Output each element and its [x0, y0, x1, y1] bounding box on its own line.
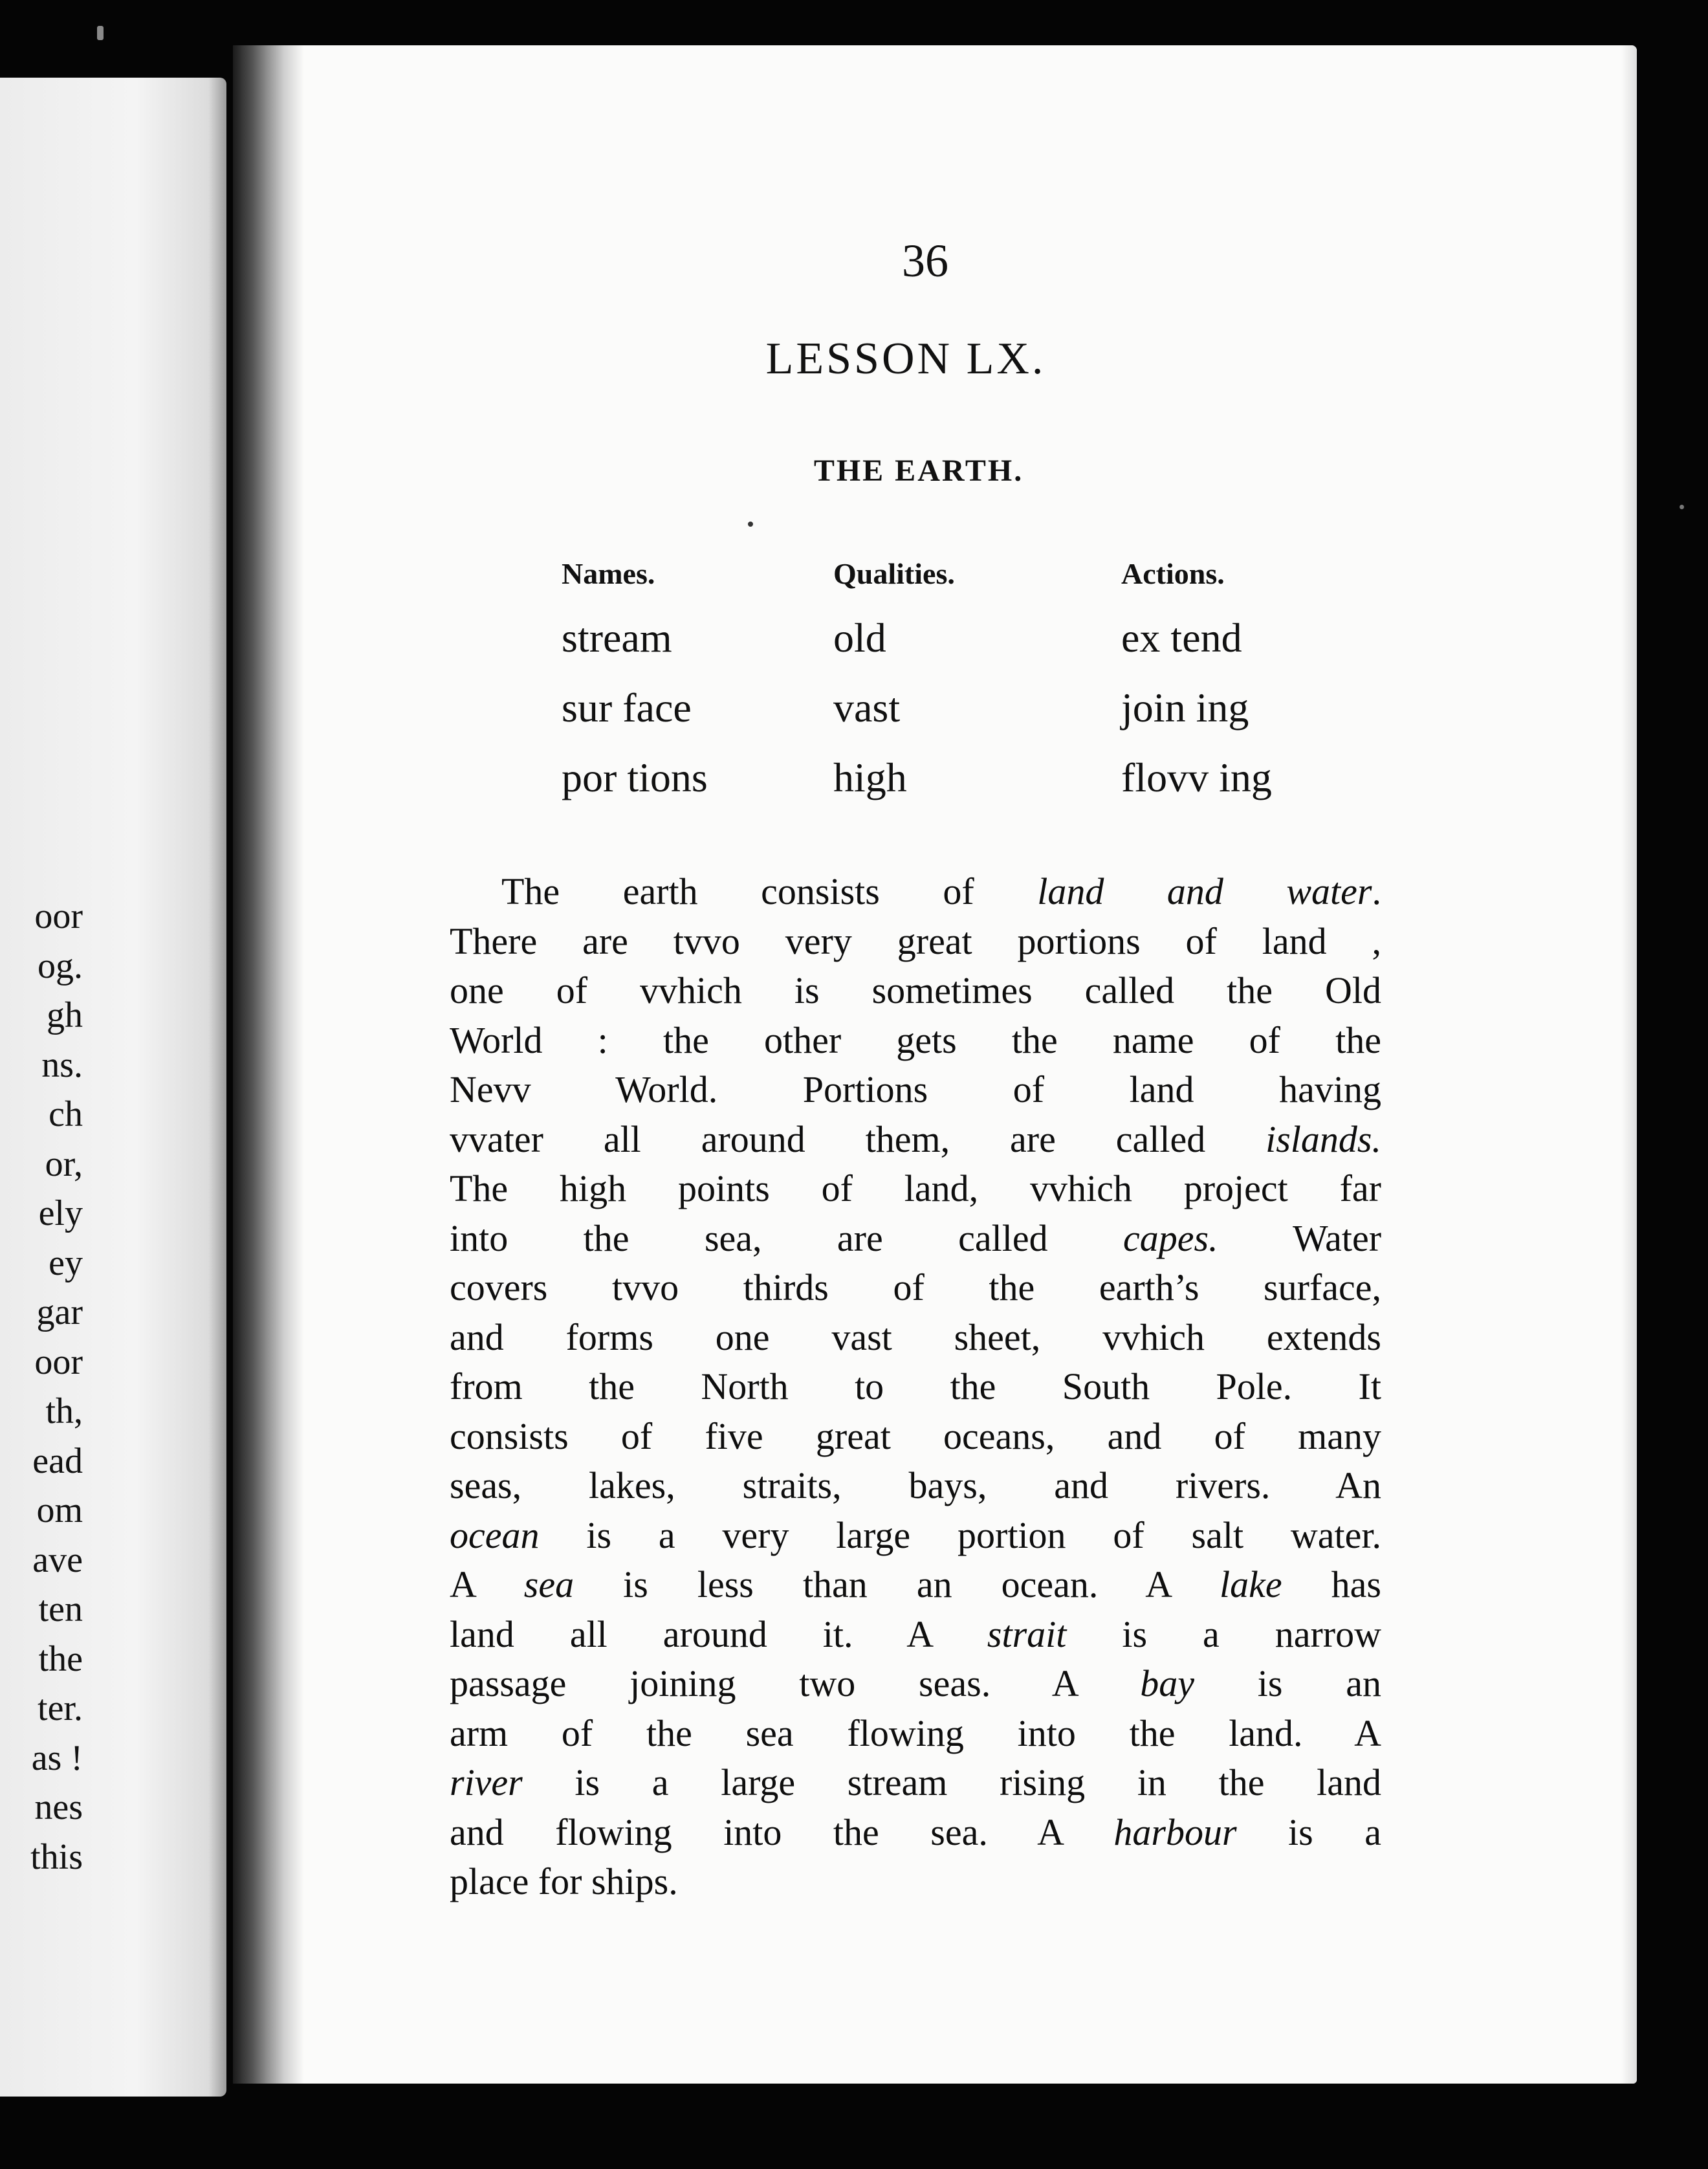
vocab-heading: Actions. [1121, 557, 1225, 590]
left-page-fragment: ten [38, 1589, 83, 1629]
body-text-run: into the sea, are called [450, 1217, 1124, 1259]
left-page-fragment: the [38, 1638, 83, 1679]
left-page-fragment: th, [45, 1391, 83, 1431]
body-line [450, 1709, 1381, 1759]
body-line [450, 1461, 1381, 1511]
vocab-word: ex tend [1121, 615, 1242, 661]
italic-term: lake [1220, 1563, 1282, 1605]
vocab-column-qualities [833, 545, 955, 813]
left-page-fragment: ch [49, 1094, 83, 1134]
body-text-run: Nevv World. Portions of land having [450, 1068, 1381, 1110]
vocab-column-actions [1121, 545, 1272, 813]
gutter-shadow [233, 45, 304, 2084]
body-line [450, 1164, 1381, 1214]
italic-term: ocean [450, 1514, 540, 1556]
italic-term: bay [1140, 1662, 1194, 1704]
left-page-fragment: ave [32, 1539, 83, 1580]
body-text-run: from the North to the South Pole. It [450, 1365, 1381, 1407]
body-line [450, 917, 1381, 967]
body-text-run: World : the other gets the name of the [450, 1018, 1381, 1061]
page-number: 36 [902, 235, 948, 287]
vocab-heading: Qualities. [833, 557, 955, 590]
body-line [450, 966, 1381, 1016]
left-page-fragment: or, [45, 1143, 83, 1184]
left-page-fragment: oor [34, 1341, 83, 1382]
body-line [450, 1511, 1381, 1561]
vocab-word: join ing [1121, 685, 1249, 731]
vocab-word: vast [833, 685, 901, 731]
body-text-run: vvater all around them, are called [450, 1118, 1266, 1160]
body-line [450, 867, 1381, 917]
vocab-word: sur face [562, 685, 692, 731]
vocab-column-names [562, 545, 708, 813]
body-text-run: place for ships. [450, 1860, 678, 1902]
left-page-fragment: og. [38, 945, 83, 986]
body-line [450, 1857, 1381, 1907]
body-text-run: passage joining two seas. A [450, 1662, 1141, 1704]
body-text-run: A [450, 1563, 524, 1605]
body-line [450, 1758, 1381, 1808]
body-text-run: Water [1218, 1217, 1382, 1259]
italic-term: land and water [1037, 870, 1372, 912]
body-line [450, 1065, 1381, 1115]
lesson-body-paragraph [450, 867, 1381, 1907]
vocab-word: por tions [562, 754, 708, 800]
print-speck [97, 26, 104, 40]
lesson-title: LESSON LX. [765, 334, 1046, 384]
body-text-run: arm of the sea flowing into the land. A [450, 1712, 1381, 1754]
left-page-fragment: ey [49, 1242, 83, 1283]
left-page-fragment: oor [34, 896, 83, 936]
print-speck [1680, 505, 1684, 509]
body-text-run: . [1372, 870, 1381, 912]
vocab-word: flovv ing [1121, 754, 1272, 800]
body-text-run: is a very large portion of salt water. [539, 1514, 1381, 1556]
italic-term: islands. [1265, 1118, 1381, 1160]
body-text-run: and flowing into the sea. A [450, 1811, 1114, 1853]
body-line [450, 1560, 1381, 1610]
vocab-heading: Names. [562, 557, 655, 590]
body-text-run: is a narrow [1066, 1613, 1381, 1655]
body-text-run: The high points of land, vvhich project far [450, 1167, 1381, 1209]
body-text-run: consists of five great oceans, and of many [450, 1415, 1381, 1457]
italic-term: capes. [1123, 1217, 1218, 1259]
body-line [450, 1412, 1381, 1462]
body-text-run: seas, lakes, straits, bays, and rivers. An [450, 1464, 1381, 1506]
body-line [450, 1313, 1381, 1363]
left-page-fragment: gar [36, 1292, 83, 1332]
left-page-fragment: ely [38, 1193, 83, 1233]
body-line [450, 1808, 1381, 1858]
left-page-fragment: ead [32, 1440, 83, 1481]
body-text-run: is a large stream rising in the land [522, 1761, 1381, 1803]
italic-term: river [450, 1761, 523, 1803]
left-page-text-fragments [0, 892, 83, 1882]
section-title: THE EARTH. [813, 454, 1024, 488]
body-text-run: has [1282, 1563, 1381, 1605]
vocab-word: stream [562, 615, 672, 661]
print-speck [748, 522, 753, 527]
left-page-fragment: ter. [38, 1688, 83, 1728]
left-page-fragment: this [30, 1836, 83, 1877]
left-page-fragment: gh [47, 995, 83, 1035]
vocab-word: high [833, 754, 907, 800]
body-text-run: land all around it. A [450, 1613, 987, 1655]
body-line [450, 1659, 1381, 1709]
body-line [450, 1016, 1381, 1066]
body-line [450, 1263, 1381, 1313]
body-text-run: covers tvvo thirds of the earth’s surface, [450, 1266, 1381, 1308]
italic-term: strait [987, 1613, 1067, 1655]
italic-term: sea [523, 1563, 575, 1605]
body-text-run: is a [1236, 1811, 1381, 1853]
body-line [450, 1214, 1381, 1264]
left-page-fragment: as ! [31, 1737, 83, 1778]
body-text-run: The earth consists of [501, 870, 1038, 912]
body-line [450, 1362, 1381, 1412]
body-text-run: is an [1194, 1662, 1381, 1704]
page-edge [1621, 45, 1637, 2084]
vocab-word: old [833, 615, 886, 661]
left-page-fragment: nes [34, 1787, 83, 1827]
vocabulary-table [562, 545, 1403, 817]
body-line [450, 1610, 1381, 1660]
body-text-run: is less than an ocean. A [574, 1563, 1220, 1605]
body-text-run: and forms one vast sheet, vvhich extends [450, 1316, 1381, 1358]
italic-term: harbour [1113, 1811, 1237, 1853]
body-text-run: one of vvhich is sometimes called the Old [450, 969, 1381, 1011]
body-text-run: There are tvvo very great portions of land , [450, 919, 1381, 962]
left-page-fragment: om [36, 1490, 83, 1530]
body-line [450, 1115, 1381, 1165]
left-page-fragment: ns. [41, 1044, 83, 1085]
